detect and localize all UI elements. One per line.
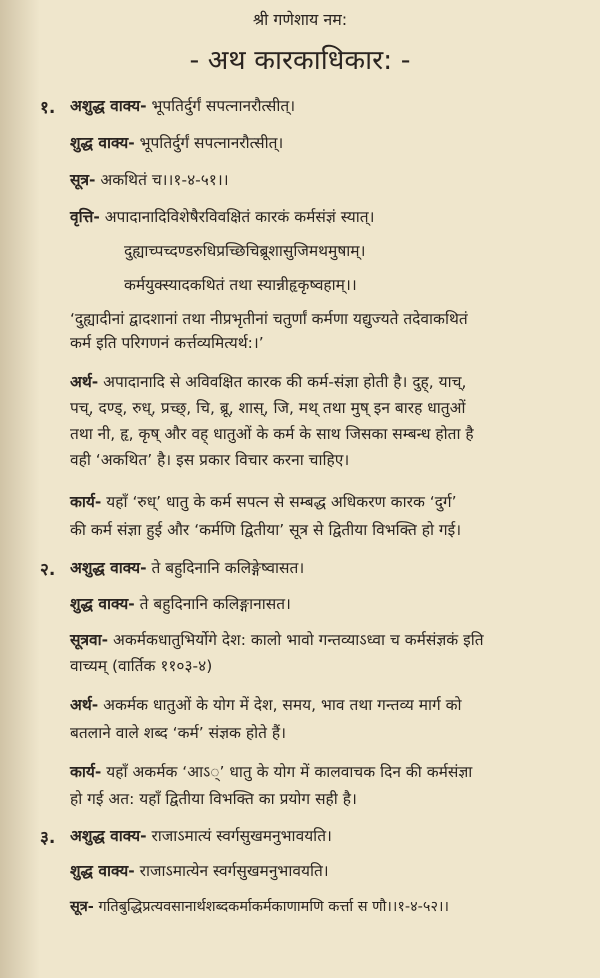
meaning-text: अपादानादि से अविवक्षित कारक की कर्म-संज्ञा होती है। दुह्, याच्, <box>103 373 467 391</box>
action-line: हो गई अत: यहाँ द्वितीया विभक्ति का प्रयोग सही है। <box>70 790 357 808</box>
incorrect-label: अशुद्ध वाक्य- <box>70 559 147 577</box>
action-label: कार्य- <box>70 493 102 511</box>
sutra-label: सूत्र- <box>70 171 96 189</box>
incorrect-sentence <box>70 96 295 116</box>
section-number: ३. <box>40 828 56 848</box>
meaning-line <box>70 695 462 715</box>
action-label: कार्य- <box>70 763 102 781</box>
quote-line: कर्म इति परिगणनं कर्त्तव्यमित्यर्थ:।’ <box>70 334 264 352</box>
sutra-text: गतिबुद्धिप्रत्यवसानार्थशब्दकर्माकर्मकाणामणि कर्त्ता स णौ।।१-४-५२।। <box>98 899 449 915</box>
sutra-text: अकथितं च।।१-४-५१।। <box>100 171 229 189</box>
chapter-title: - अथ कारकाधिकार: - <box>189 45 411 76</box>
correct-text: ते बहुदिनानि कलिङ्गानासत। <box>139 595 291 613</box>
incorrect-text: राजाऽमात्यं स्वर्गसुखमनुभावयति। <box>151 827 332 845</box>
vritti-label: वृत्ति- <box>70 208 100 226</box>
meaning-line <box>70 372 466 392</box>
action-line <box>70 492 457 512</box>
shloka-line: दुह्याच्पच्दण्डरुधिप्रच्छिचिब्रूशासुजिमथमुषाम्। <box>124 242 366 260</box>
meaning-label: अर्थ- <box>70 696 99 714</box>
action-line <box>70 762 472 782</box>
shloka-line: कर्मयुक्स्यादकथितं तथा स्यान्नीहृकृष्वहाम्।। <box>124 276 357 294</box>
sutra-line <box>70 630 484 650</box>
sutra-line <box>70 170 229 190</box>
incorrect-sentence <box>70 826 332 846</box>
sutra-text: अकर्मकधातुभिर्योगे देश: कालो भावो गन्तव्याऽध्वा च कर्मसंज्ञकं इति <box>113 631 484 649</box>
correct-text: राजाऽमात्येन स्वर्गसुखमनुभावयति। <box>139 862 329 880</box>
action-text: यहाँ ‘रुध्’ धातु के कर्म सपत्न से सम्बद्ध अधिकरण कारक ‘दुर्ग’ <box>106 493 457 511</box>
meaning-line: पच्, दण्ड्, रुध्, प्रच्छ्, चि, ब्रू, शास्, जि, मथ् तथा मुष् इन बारह धातुओं <box>70 399 466 417</box>
page-gutter-shadow <box>0 0 40 978</box>
incorrect-text: ते बहुदिनानि कलिङ्गेष्वासत। <box>151 559 305 577</box>
correct-sentence <box>70 861 329 881</box>
section-number: २. <box>40 560 56 580</box>
meaning-line: वही ‘अकथित’ है। इस प्रकार विचार करना चाहिए। <box>70 451 350 469</box>
correct-sentence <box>70 594 291 614</box>
correct-label: शुद्ध वाक्य- <box>70 134 135 152</box>
meaning-label: अर्थ- <box>70 373 99 391</box>
sutra-line: वाच्यम् (वार्तिक ११०३-४) <box>70 657 213 675</box>
meaning-text: अकर्मक धातुओं के योग में देश, समय, भाव तथा गन्तव्य मार्ग को <box>103 696 462 714</box>
section-number: १. <box>40 98 56 118</box>
page-header: श्री गणेशाय नम: <box>252 10 348 29</box>
correct-label: शुद्ध वाक्य- <box>70 862 135 880</box>
sutra-line <box>70 897 449 917</box>
incorrect-label: अशुद्ध वाक्य- <box>70 97 147 115</box>
incorrect-label: अशुद्ध वाक्य- <box>70 827 147 845</box>
meaning-line: बतलाने वाले शब्द ‘कर्म’ संज्ञक होते हैं। <box>70 724 286 742</box>
vritti-text: अपादानादिविशेषैरविवक्षितं कारकं कर्मसंज्ञं स्यात्। <box>104 208 375 226</box>
correct-text: भूपतिर्दुर्गं सपत्नानरौत्सीत्। <box>139 134 284 152</box>
correct-sentence <box>70 133 283 153</box>
incorrect-sentence <box>70 558 304 578</box>
incorrect-text: भूपतिर्दुर्गं सपत्नानरौत्सीत्। <box>151 97 296 115</box>
quote-line: ‘दुह्यादीनां द्वादशानां तथा नीप्रभृतीनां चतुर्णां कर्मणा यद्युज्यते तदेवाकथितं <box>70 310 468 328</box>
action-line: की कर्म संज्ञा हुई और ‘कर्मणि द्वितीया’ सूत्र से द्वितीया विभक्ति हो गई। <box>70 521 462 539</box>
action-text: यहाँ अकर्मक ‘आऽ्’ धातु के योग में कालवाचक दिन की कर्मसंज्ञा <box>106 763 473 781</box>
vritti-line <box>70 207 374 227</box>
meaning-line: तथा नी, हृ, कृष् और वह् धातुओं के कर्म के साथ जिसका सम्बन्ध होता है <box>70 425 474 443</box>
correct-label: शुद्ध वाक्य- <box>70 595 135 613</box>
sutra-label: सूत्रवा- <box>70 631 109 649</box>
sutra-label: सूत्र- <box>70 899 94 915</box>
